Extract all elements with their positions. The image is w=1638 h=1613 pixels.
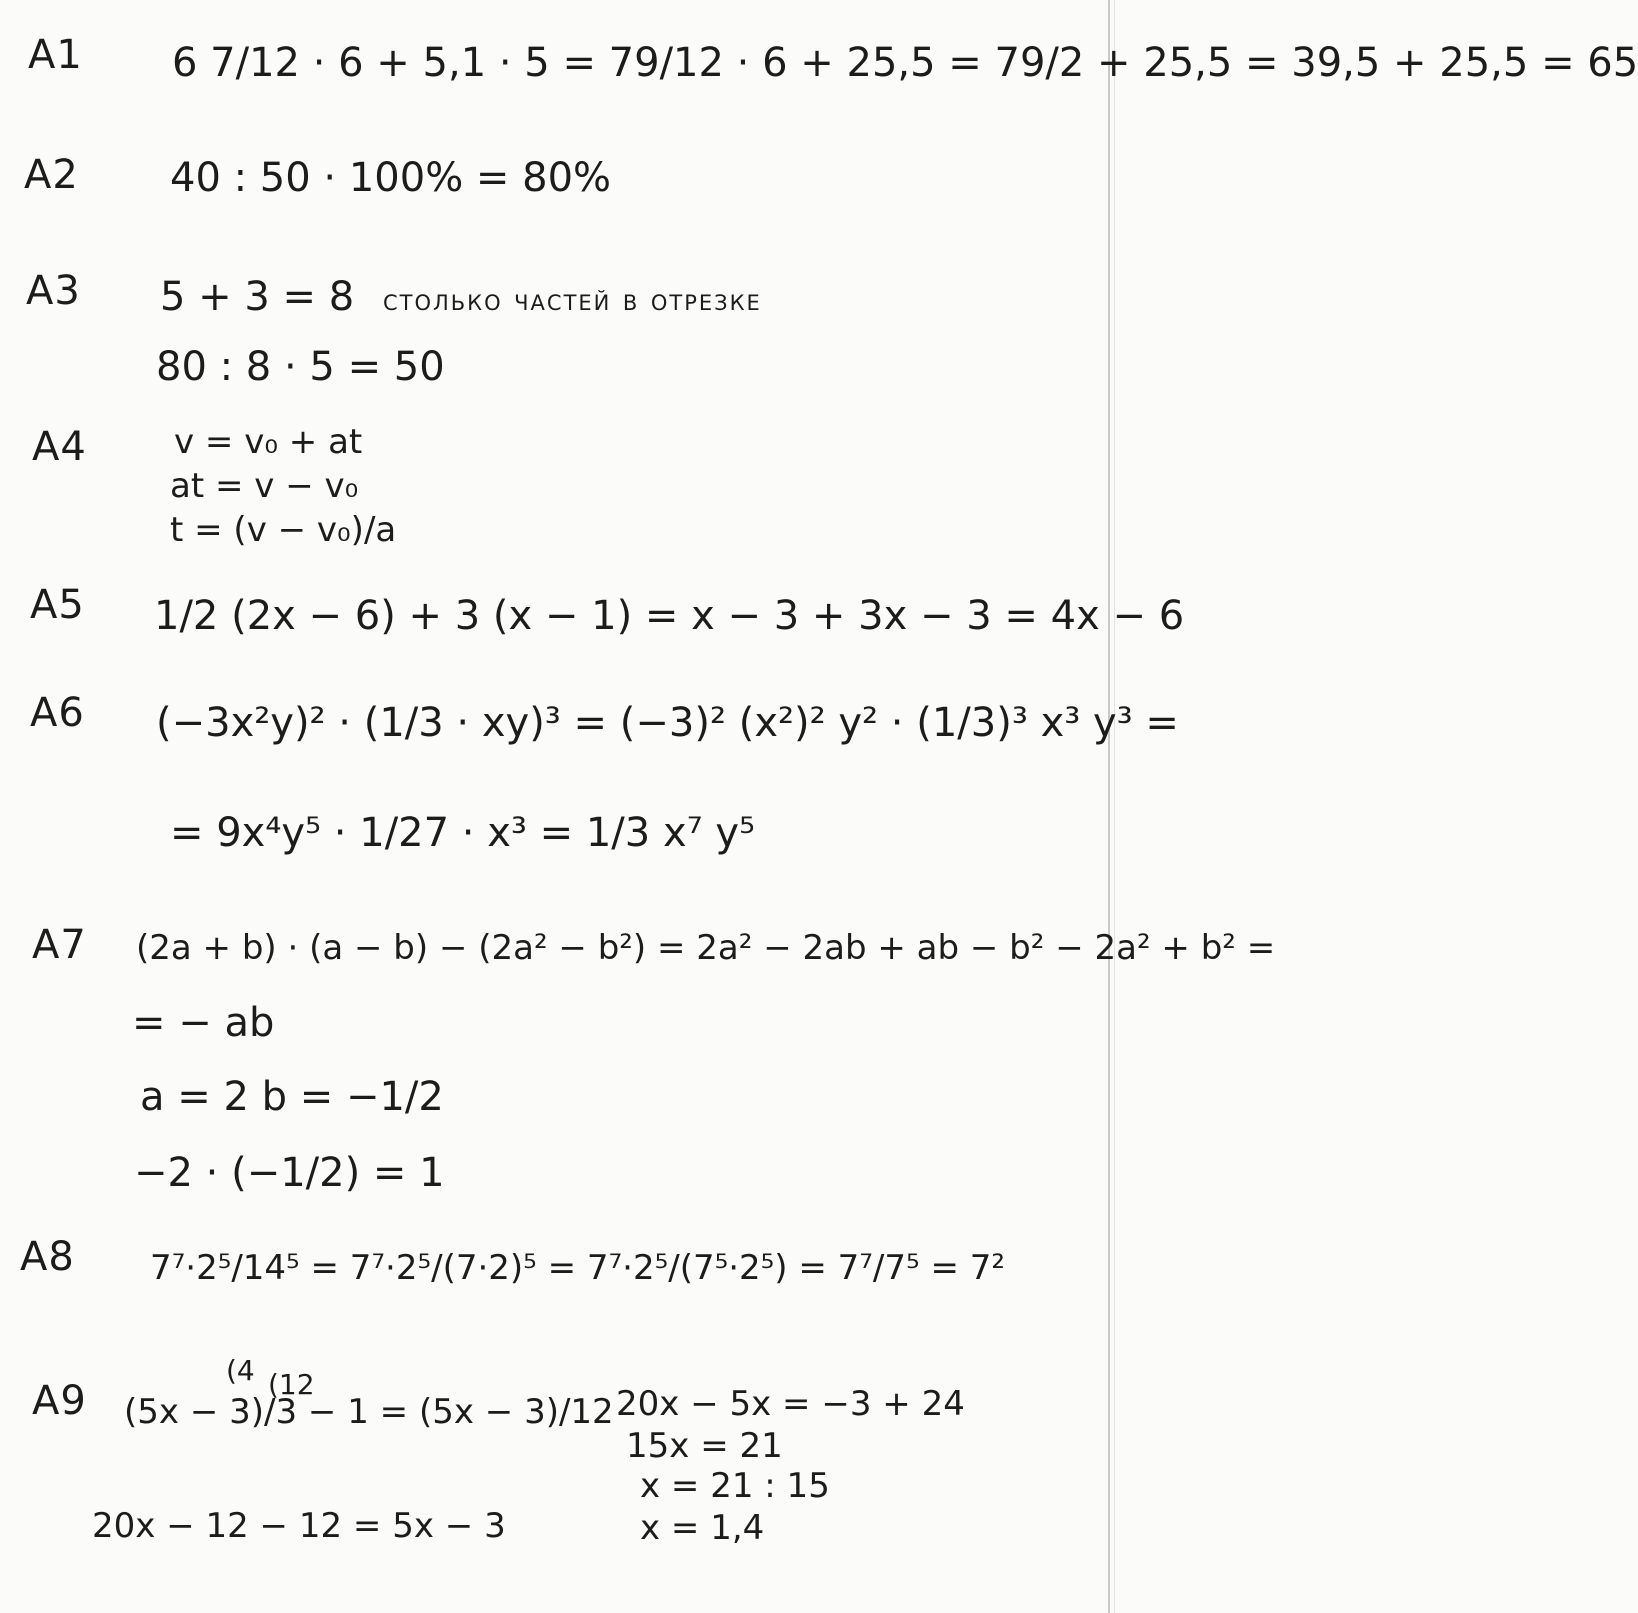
a7-line-3: a = 2 b = −1/2 [140,1074,444,1120]
a9-multiplier-4: (4 [226,1354,255,1387]
a9-line-3: 20x − 5x = −3 + 24 [616,1384,965,1424]
a9-line-6: x = 1,4 [640,1508,765,1548]
a9-line-4: 15x = 21 [626,1426,783,1466]
a4-line-2: at = v − v₀ [170,466,359,506]
margin-rule-shadow [1114,0,1115,1613]
problem-label-a3: A3 [26,268,81,314]
problem-label-a1: A1 [28,32,83,78]
a6-line-1: (−3x²y)² · (1/3 · xy)³ = (−3)² (x²)² y² · (1/3)³ x³ y³ = [156,700,1179,746]
problem-label-a6: A6 [30,690,85,736]
problem-label-a2: A2 [24,152,79,198]
a7-line-1: (2a + b) · (a − b) − (2a² − b²) = 2a² − 2ab + ab − b² − 2a² + b² = [136,928,1276,968]
a2-solution: 40 : 50 · 100% = 80% [170,155,612,201]
a3-note: столько частей в отрезке [382,283,762,318]
a6-line-2: = 9x⁴y⁵ · 1/27 · x³ = 1/3 x⁷ y⁵ [170,810,756,856]
a9-line-5: x = 21 : 15 [640,1466,830,1506]
a9-line-2: 20x − 12 − 12 = 5x − 3 [92,1506,506,1546]
margin-rule [1108,0,1110,1613]
problem-label-a5: A5 [30,582,85,628]
a1-solution: 6 7/12 · 6 + 5,1 · 5 = 79/12 · 6 + 25,5 = 79/2 + 25,5 = 39,5 + 25,5 = 65 [172,40,1638,86]
a7-line-2: = − ab [132,1000,275,1046]
a4-line-1: v = v₀ + at [174,422,363,462]
problem-label-a4: A4 [32,424,87,470]
problem-label-a9: A9 [32,1378,87,1424]
problem-label-a8: A8 [20,1234,75,1280]
a7-line-4: −2 · (−1/2) = 1 [134,1150,445,1196]
a9-line-1: (5x − 3)/3 − 1 = (5x − 3)/12 [124,1392,614,1432]
a5-solution: 1/2 (2x − 6) + 3 (x − 1) = x − 3 + 3x − 3 = 4x − 6 [154,593,1185,639]
problem-label-a7: A7 [32,922,87,968]
a3-solution-line-1 [160,274,762,320]
a3-equation: 5 + 3 = 8 [160,274,355,320]
a4-line-3: t = (v − v₀)/a [170,510,397,550]
a8-solution: 7⁷·2⁵/14⁵ = 7⁷·2⁵/(7·2)⁵ = 7⁷·2⁵/(7⁵·2⁵) = 7⁷/7⁵ = 7² [150,1248,1005,1288]
a3-solution-line-2: 80 : 8 · 5 = 50 [156,344,445,390]
a9-multiplier-12: (12 [268,1368,315,1401]
